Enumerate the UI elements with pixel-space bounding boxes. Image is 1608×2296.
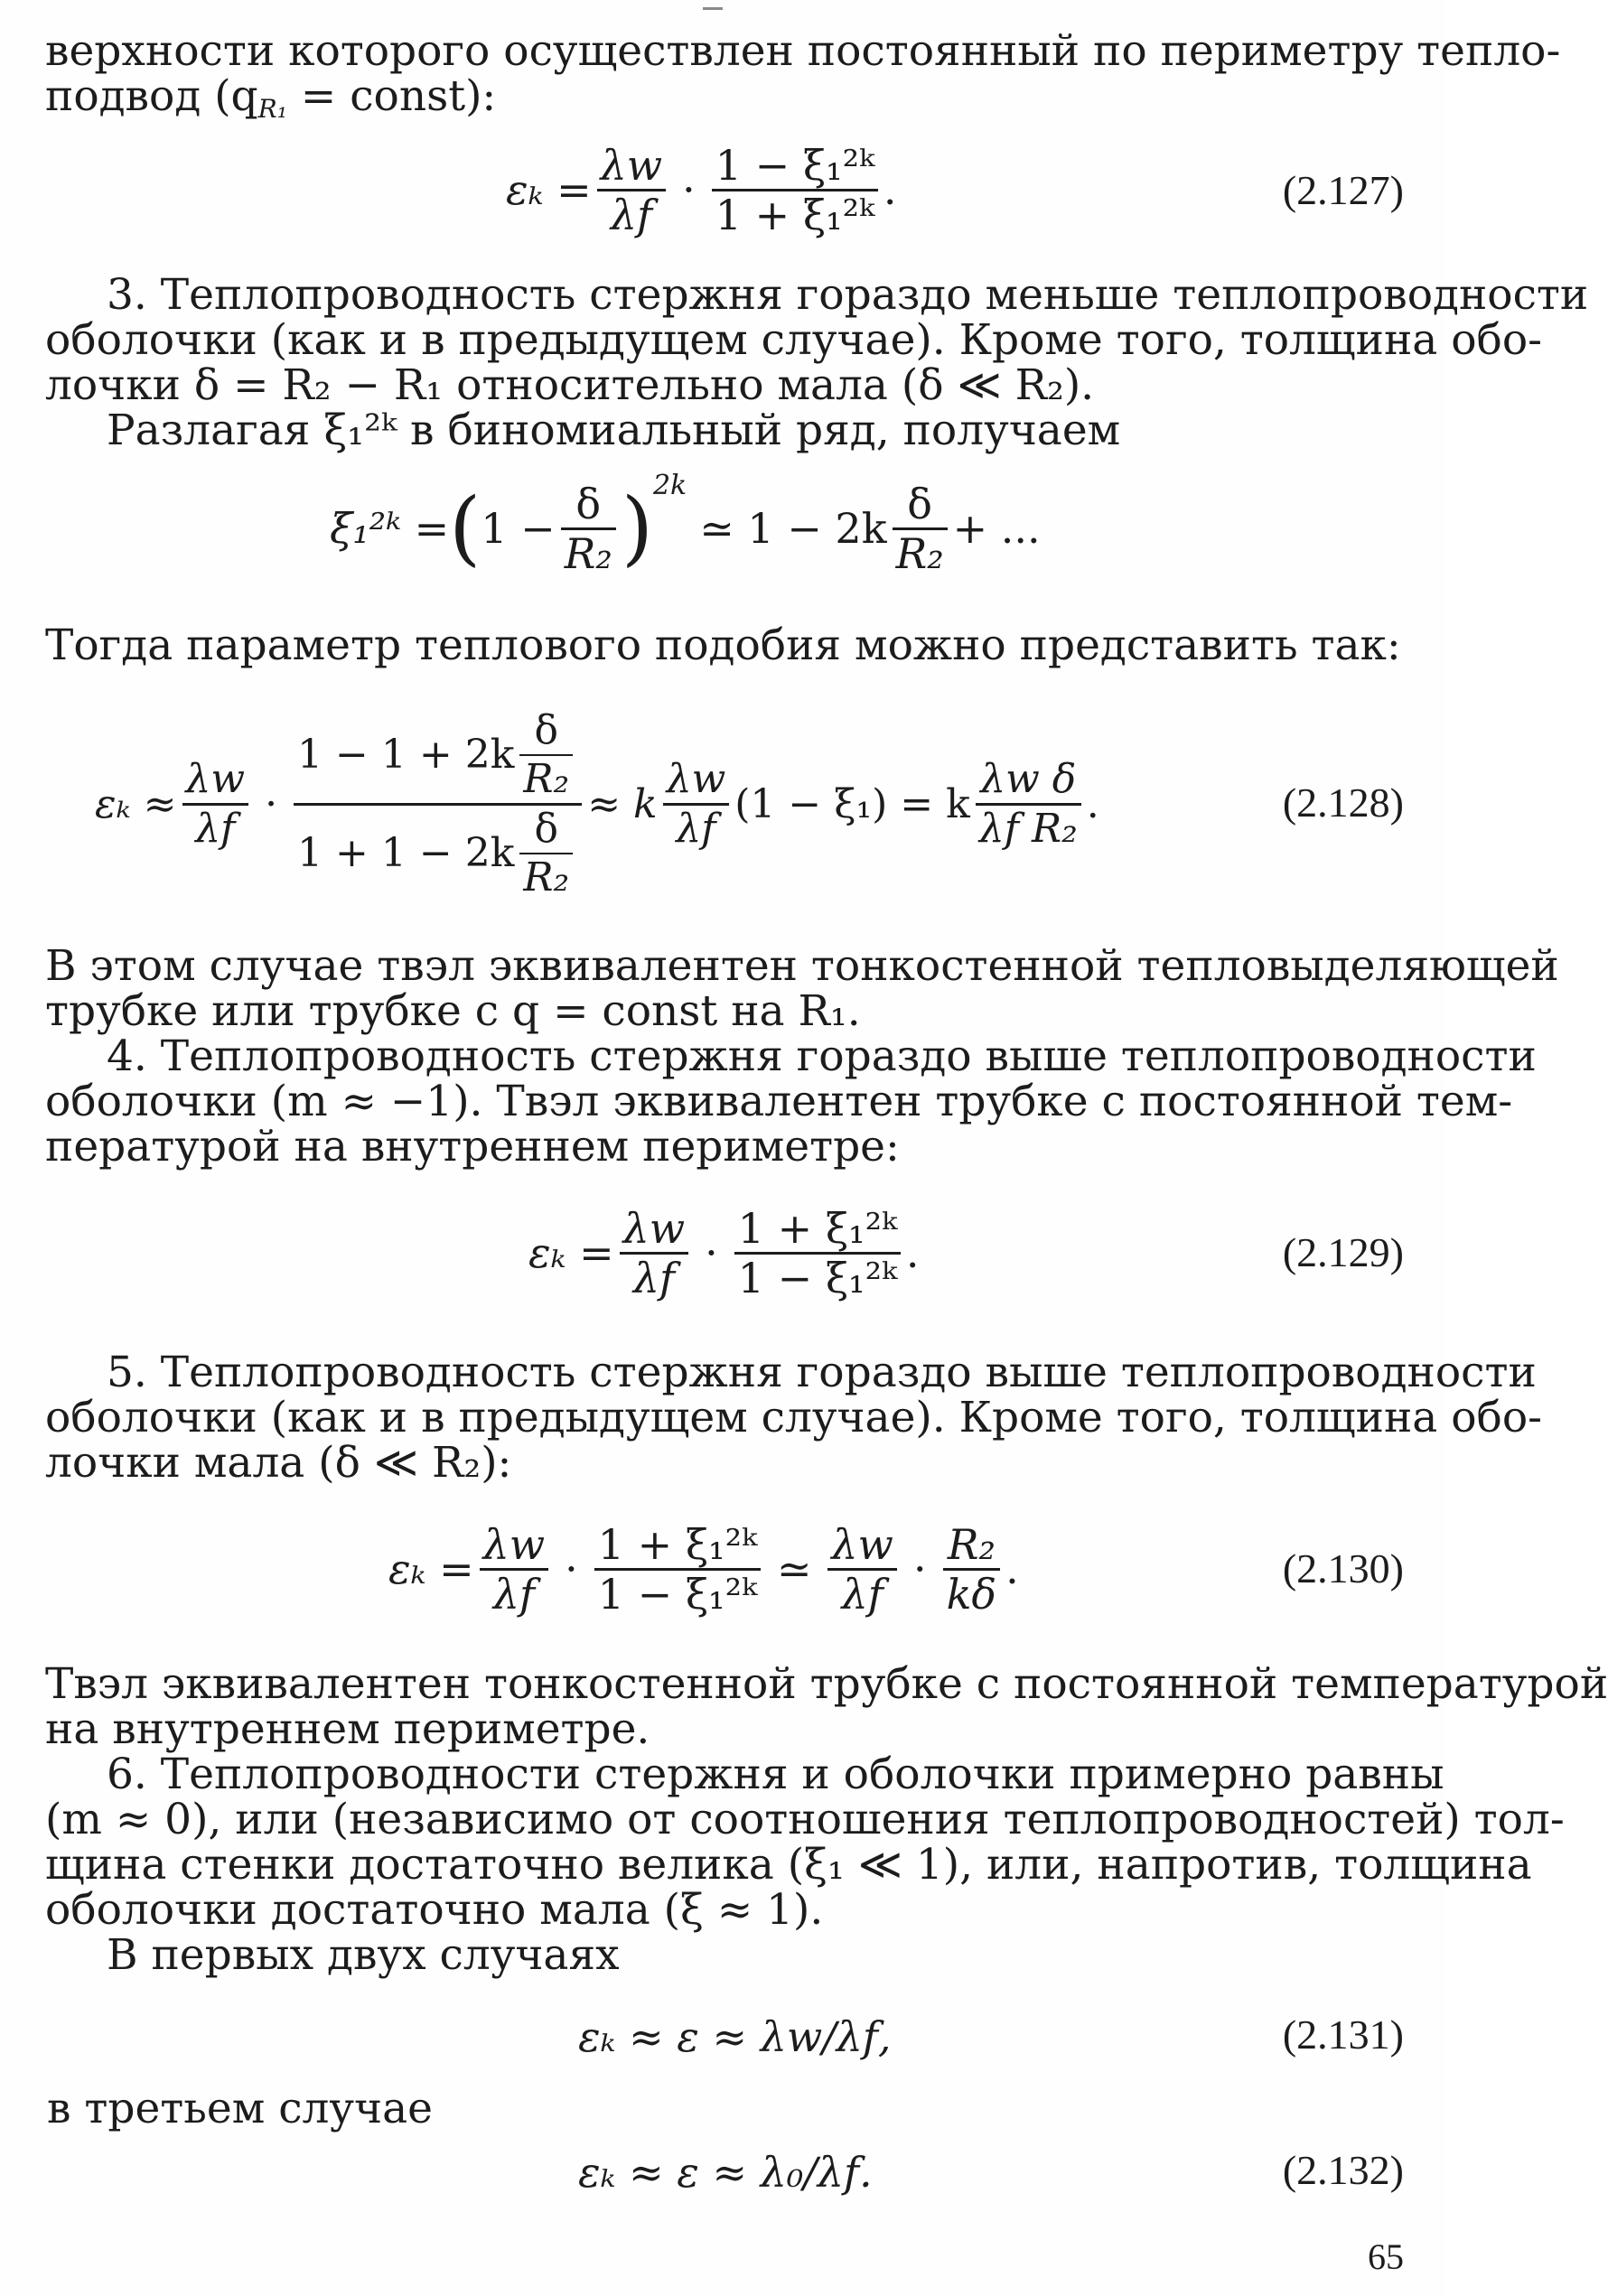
text-fragment: = const):: [286, 71, 497, 121]
numerator: λ𝑤: [182, 756, 249, 806]
operator: ≃: [776, 1545, 812, 1593]
denominator: 1 + ξ₁²ᵏ: [715, 190, 874, 239]
text-line: 5. Теплопроводность стержня гораздо выше теплопроводности: [107, 1348, 1537, 1397]
text-line: 4. Теплопроводность стержня гораздо выше теплопроводности: [107, 1031, 1537, 1081]
equation-number: (2.128): [1282, 779, 1404, 826]
paragraph-4: [45, 1031, 1537, 1171]
denominator: λ𝑓: [195, 805, 236, 852]
text-line: 3. Теплопроводность стержня гораздо меньше теплопроводности: [107, 270, 1589, 320]
eq-end: .: [905, 1228, 920, 1277]
fraction: [943, 1521, 1001, 1618]
paragraph-6: [45, 1750, 1565, 1980]
fraction: [663, 756, 730, 853]
fraction: [519, 806, 573, 901]
numerator: 1 + ξ₁²ᵏ: [594, 1521, 761, 1571]
paren: (: [449, 481, 481, 575]
text-line: на внутреннем периметре.: [45, 1704, 650, 1754]
eq-end: .: [883, 165, 897, 214]
text-line: пературой на внутреннем периметре:: [45, 1122, 900, 1171]
paren: ): [621, 481, 653, 575]
denominator: λ𝑓: [841, 1569, 883, 1619]
paragraph-5: [45, 1348, 1543, 1488]
numerator: R₂: [943, 1521, 1001, 1571]
fraction: [182, 756, 249, 853]
equation-number: (2.132): [1282, 2147, 1404, 2193]
eq-end: .: [1005, 1545, 1019, 1593]
numerator: [294, 707, 582, 806]
denominator: 1 − ξ₁²ᵏ: [737, 1253, 897, 1302]
equation-number: (2.130): [1282, 1545, 1404, 1591]
denominator: 1 − ξ₁²ᵏ: [597, 1569, 757, 1619]
eq-body: εₖ ≈ ε ≈ λ₀/λ𝑓.: [578, 2148, 873, 2197]
numerator: δ: [519, 707, 573, 756]
eq-term: (1 − ξ₁) = k: [734, 780, 970, 827]
denominator: λ𝑓: [632, 1253, 675, 1302]
text-line: Разлагая ξ₁²ᵏ в биномиальный ряд, получаем: [107, 406, 1121, 455]
text-line: Твэл эквивалентен тонкостенной трубке с постоянной температурой: [45, 1659, 1608, 1709]
intro-paragraph: [45, 26, 1561, 124]
then-paragraph: [45, 623, 1405, 668]
text-line: верхности которого осуществлен постоянный по периметру тепло-: [45, 26, 1561, 76]
text-line: лочки δ = R₂ − R₁ относительно мала (δ ≪ R₂).: [45, 360, 1095, 410]
text-line: В этом случае твэл эквивалентен тонкостенной тепловыделяющей: [45, 941, 1559, 991]
equation-2-130: [388, 1510, 1019, 1628]
numerator: λ𝑤: [663, 756, 730, 806]
text-line: 6. Теплопроводности стержня и оболочки примерно равны: [107, 1750, 1444, 1799]
eq-term: 1 + 1 − 2k: [297, 829, 515, 876]
fraction: [519, 707, 573, 803]
numerator: δ: [893, 481, 948, 530]
denominator: λ𝑓: [492, 1569, 535, 1619]
eq-term: ≃ 1 − 2k: [699, 504, 887, 553]
equation-number: (2.131): [1282, 2011, 1404, 2058]
denominator: R₂: [523, 854, 570, 901]
eq-term: + ...: [952, 504, 1041, 553]
text-line: В первых двух случаях: [107, 1930, 620, 1980]
denominator: R₂: [523, 755, 570, 802]
eq-term: 1 − 1 + 2k: [297, 731, 515, 778]
text-line: щина стенки достаточно велика (ξ₁ ≪ 1), или, напротив, толщина: [45, 1840, 1532, 1890]
compound-fraction: [294, 707, 582, 901]
text-line: в третьем случае: [47, 2084, 433, 2133]
numerator: 1 − ξ₁²ᵏ: [712, 142, 878, 191]
fraction: [480, 1521, 549, 1618]
denominator: R₂: [895, 528, 944, 578]
numerator: λ𝑤: [620, 1205, 689, 1255]
paragraph-3: [45, 270, 1589, 455]
eq-lhs: ξ₁²ᵏ =: [330, 504, 450, 553]
equation-number: (2.127): [1282, 167, 1404, 213]
equation-2-131: [578, 2010, 892, 2064]
text-line: (m ≈ 0), или (независимо от соотношения теплопроводностей) тол-: [45, 1795, 1565, 1844]
operator: ·: [912, 1545, 927, 1593]
denominator: λ𝑓: [610, 190, 652, 239]
eq-lhs: εₖ =: [506, 165, 592, 214]
denominator: [294, 806, 582, 901]
fraction: [597, 142, 667, 238]
text-line: [45, 71, 1405, 124]
numerator: λ𝑤: [597, 142, 667, 191]
eq-term: ≈ k: [587, 780, 658, 827]
operator: ·: [565, 1545, 578, 1593]
text-fragment: подвод (q: [45, 71, 258, 121]
fraction: [561, 481, 616, 577]
denominator: R₂: [564, 528, 612, 578]
fraction: [594, 1521, 761, 1618]
eq-lhs: εₖ =: [388, 1545, 474, 1593]
denominator: λ𝑓: [676, 805, 716, 852]
numerator: λ𝑤 δ: [976, 756, 1081, 806]
denominator: λ𝑓 R₂: [978, 805, 1078, 852]
equation-2-127: [506, 135, 896, 244]
fraction: [893, 481, 948, 577]
numerator: 1 + ξ₁²ᵏ: [734, 1205, 901, 1255]
fraction: [620, 1205, 689, 1302]
operator: ·: [705, 1228, 718, 1277]
fraction: [734, 1205, 901, 1302]
equation-number: (2.129): [1282, 1229, 1404, 1275]
text-line: трубке или трубке с q = const на R₁.: [45, 986, 861, 1036]
numerator: δ: [561, 481, 616, 530]
denominator: kδ: [946, 1569, 997, 1619]
top-dash-mark: [703, 7, 723, 10]
eq-lhs: εₖ ≈: [95, 780, 177, 827]
text-line: оболочки (как и в предыдущем случае). Кроме того, толщина обо-: [45, 1393, 1543, 1442]
text-line: Тогда параметр теплового подобия можно представить так:: [45, 621, 1401, 670]
equation-2-128: [95, 695, 1099, 912]
operator: ·: [682, 165, 696, 214]
numerator: δ: [519, 806, 573, 854]
numerator: λ𝑤: [827, 1521, 897, 1571]
page-number: 65: [1368, 2236, 1404, 2277]
equation-2-132: [578, 2145, 873, 2199]
operator: ·: [265, 780, 278, 827]
numerator: λ𝑤: [480, 1521, 549, 1571]
text-line: оболочки (как и в предыдущем случае). Кроме того, толщина обо-: [45, 315, 1543, 365]
third-case-line: [47, 2086, 1407, 2132]
p5-ending-paragraph: [45, 1659, 1608, 1754]
eq-lhs: εₖ =: [528, 1228, 614, 1277]
eq-term: 1 −: [481, 504, 556, 553]
text-line: лочки мала (δ ≪ R₂):: [45, 1438, 512, 1488]
fraction: [712, 142, 878, 238]
fraction: [827, 1521, 897, 1618]
eq-end: .: [1086, 780, 1099, 827]
case3-ending-paragraph: [45, 941, 1559, 1036]
text-line: оболочки (m ≈ −1). Твэл эквивалентен трубке с постоянной тем-: [45, 1077, 1513, 1126]
equation-2-129: [528, 1194, 919, 1311]
fraction: [976, 756, 1081, 853]
equation-binomial: ξ₁²ᵏ = ( 1 − $\frac{\delta}{\text{R₂}}$ ) 2k ≃ 1 − 2k $\frac{\delta}{\text{R₂}}$ + ...: [330, 470, 1041, 578]
text-line: оболочки достаточно мала (ξ ≈ 1).: [45, 1885, 824, 1935]
eq-body: εₖ ≈ ε ≈ λ𝑤/λ𝑓,: [578, 2012, 892, 2061]
subscript: R₁: [257, 94, 287, 124]
